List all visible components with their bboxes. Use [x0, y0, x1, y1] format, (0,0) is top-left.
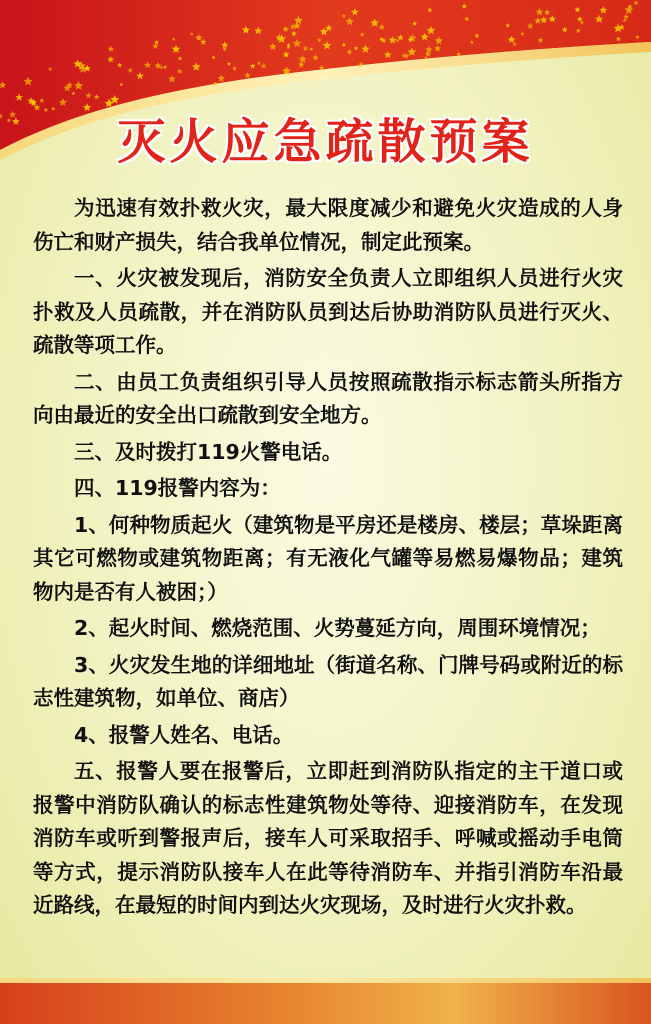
step-five-paragraph: 五、报警人要在报警后，立即赶到消防队指定的主干道口或报警中消防队确认的标志性建筑物处等待、迎接消防车，在发现消防车或听到警报声后，接车人可采取招手、呼喊或摇动手电筒等方式，提示消防队接车人在此等待消防车、并指引消防车沿最近路线，在最短的时间内到达火灾现场，及时进行火灾扑救。 — [33, 759, 623, 917]
intro-paragraph: 为迅速有效扑救火灾，最大限度减少和避免火灾造成的人身伤亡和财产损失，结合我单位情况，制定此预案。 — [33, 196, 623, 254]
step-three-paragraph: 三、及时拨打119火警电话。 — [74, 439, 343, 464]
footer-band — [0, 978, 651, 1024]
page-title: 灭火应急疏散预案 — [117, 114, 534, 170]
report-item-4: 4、报警人姓名、电话。 — [74, 722, 294, 747]
report-item-3: 3、火灾发生地的详细地址（街道名称、门牌号码或附近的标志性建筑物，如单位、商店） — [33, 652, 623, 710]
step-two-paragraph: 二、由员工负责组织引导人员按照疏散指示标志箭头所指方向由最近的安全出口疏散到安全地方。 — [33, 369, 623, 427]
step-four-paragraph: 四、119报警内容为： — [74, 476, 281, 500]
report-item-2: 2、起火时间、燃烧范围、火势蔓延方向，周围环境情况； — [74, 616, 601, 640]
plan-body — [33, 192, 623, 926]
report-item-1: 1、何种物质起火（建筑物是平房还是楼房、楼层；草垛距离其它可燃物或建筑物距离；有无液化气罐等易燃易爆物品；建筑物内是否有人被困；） — [33, 512, 623, 604]
step-one-paragraph: 一、火灾被发现后，消防安全负责人立即组织人员进行火灾扑救及人员疏散，并在消防队员到达后协助消防队员进行灭火、疏散等项工作。 — [33, 266, 623, 357]
